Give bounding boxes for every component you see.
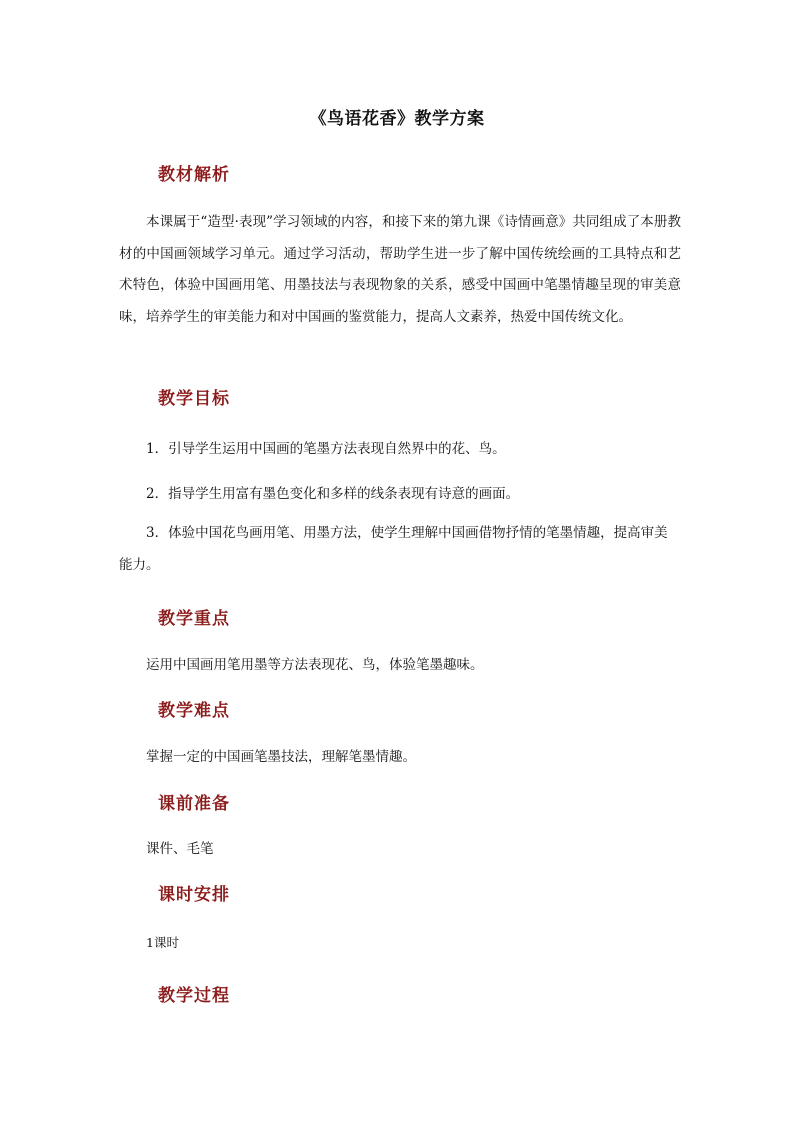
difficulties-text: 掌握一定的中国画笔墨技法，理解笔墨情趣。 — [146, 749, 416, 765]
document-title: 《鸟语花香》教学方案 — [309, 109, 485, 129]
heading-schedule: 课时安排 — [158, 885, 230, 905]
goal-item-2: 2．指导学生用富有墨色变化和多样的线条表现有诗意的画面。 — [146, 486, 520, 502]
heading-goals: 教学目标 — [158, 389, 230, 409]
heading-key-points: 教学重点 — [158, 609, 230, 629]
heading-preparation: 课前准备 — [158, 794, 230, 814]
preparation-text: 课件、毛笔 — [146, 841, 214, 857]
key-points-text: 运用中国画用笔用墨等方法表现花、鸟，体验笔墨趣味。 — [146, 657, 484, 673]
goal-item-1: 1．引导学生运用中国画的笔墨方法表现自然界中的花、鸟。 — [146, 441, 506, 457]
heading-difficulties: 教学难点 — [158, 701, 230, 721]
goal-item-3: 3．体验中国花鸟画用笔、用墨方法，使学生理解中国画借物抒情的笔墨情趣，提高审美能力。 — [119, 525, 668, 573]
analysis-paragraph: 本课属于“造型·表现”学习领域的内容，和接下来的第九课《诗情画意》共同组成了本册教材的中国画领域学习单元。通过学习活动，帮助学生进一步了解中国传统绘画的工具特点和艺术特色，体验中国画用笔、用墨技法与表现物象的关系，感受中国画中笔墨情趣呈现的审美意味，培养学生的审美能力和对中国画的鉴赏能力，提高人文素养，热爱中国传统文化。 — [119, 214, 681, 325]
heading-analysis: 教材解析 — [158, 165, 230, 185]
schedule-text: 1课时 — [146, 935, 179, 950]
heading-process: 教学过程 — [158, 986, 230, 1006]
